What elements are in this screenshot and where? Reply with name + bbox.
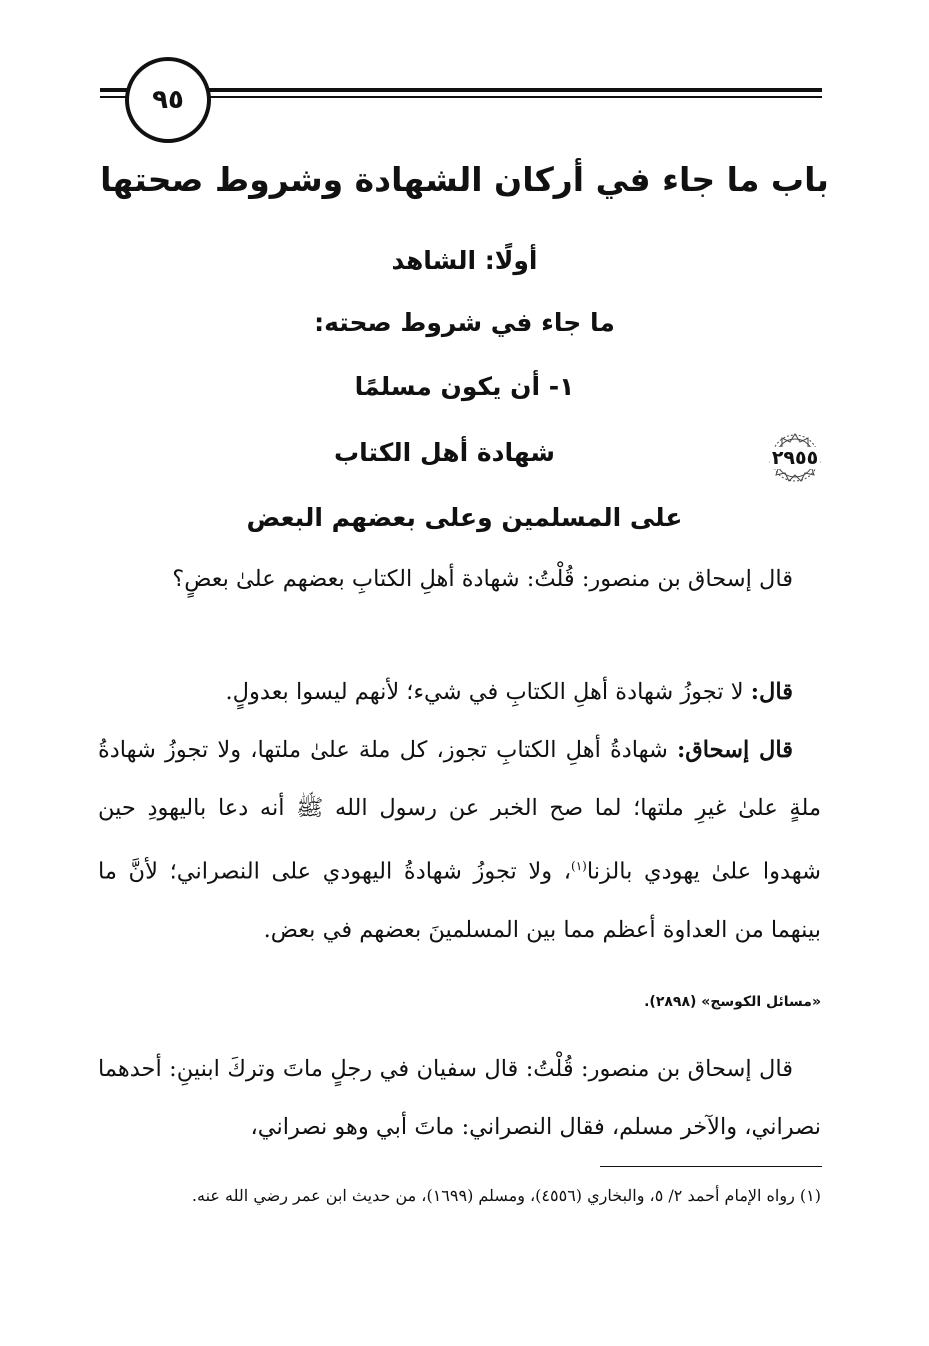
paragraph-question: قال إسحاق بن منصور: قُلْتُ: شهادة أهلِ الكتابِ بعضهم علىٰ بعضٍ؟	[172, 566, 793, 592]
page-number: ٩٥	[125, 57, 211, 143]
speaker-label: قال:	[750, 679, 793, 705]
paragraph-sufyan: قال إسحاق بن منصور: قُلْتُ: قال سفيان في رجلٍ ماتَ وتركَ ابنينِ: أحدهما نصراني، والآخر مسلم، فقال النصراني: ماتَ أبي وهو نصراني،	[98, 1056, 821, 1140]
source-citation: «مسائل الكوسج» (٢٨٩٨).	[644, 994, 821, 1010]
section-heading-conditions: ما جاء في شروط صحته:	[314, 308, 615, 337]
footnote-ref[interactable]: (١)	[571, 859, 587, 873]
issue-number-badge	[760, 432, 830, 484]
issue-number: ٢٩٥٥	[771, 447, 819, 469]
speaker-label-ishaq: قال إسحاق:	[676, 737, 793, 763]
paragraph-ishaq	[98, 721, 821, 959]
footnote-divider	[600, 1166, 822, 1167]
ishaq-text-b: ، ولا تجوزُ شهادةُ اليهودي على النصراني؛ لأنَّ ما بينهما من العداوة أعظم مما بين المسلمينَ بعضهم في بعض.	[98, 858, 821, 943]
answer-text: لا تجوزُ شهادة أهلِ الكتابِ في شيء؛ لأنهم ليسوا بعدولٍ.	[225, 679, 751, 705]
issue-title-line1: شهادة أهل الكتاب	[334, 438, 555, 467]
ishaq-text-a: شهادةُ أهلِ الكتابِ تجوز، كل ملة علىٰ ملتها، ولا تجوزُ شهادةُ ملةٍ علىٰ غيرِ ملتها؛ لما صح الخبر عن رسول الله ﷺ أنه دعا باليهودِ حين شهدوا علىٰ يهودي بالزنا	[98, 737, 821, 885]
paragraph-answer	[98, 663, 821, 721]
chapter-title: باب ما جاء في أركان الشهادة وشروط صحتها	[100, 160, 829, 199]
footnote: (١) رواه الإمام أحمد ٢/ ٥، والبخاري (٤٥٥٦)، ومسلم (١٦٩٩)، من حديث ابن عمر رضي الله عنه.	[191, 1186, 821, 1205]
section-heading-muslim: ١- أن يكون مسلمًا	[354, 372, 575, 401]
issue-title-line2: على المسلمين وعلى بعضهم البعض	[246, 503, 683, 532]
section-heading-witness: أولًا: الشاهد	[391, 246, 538, 275]
